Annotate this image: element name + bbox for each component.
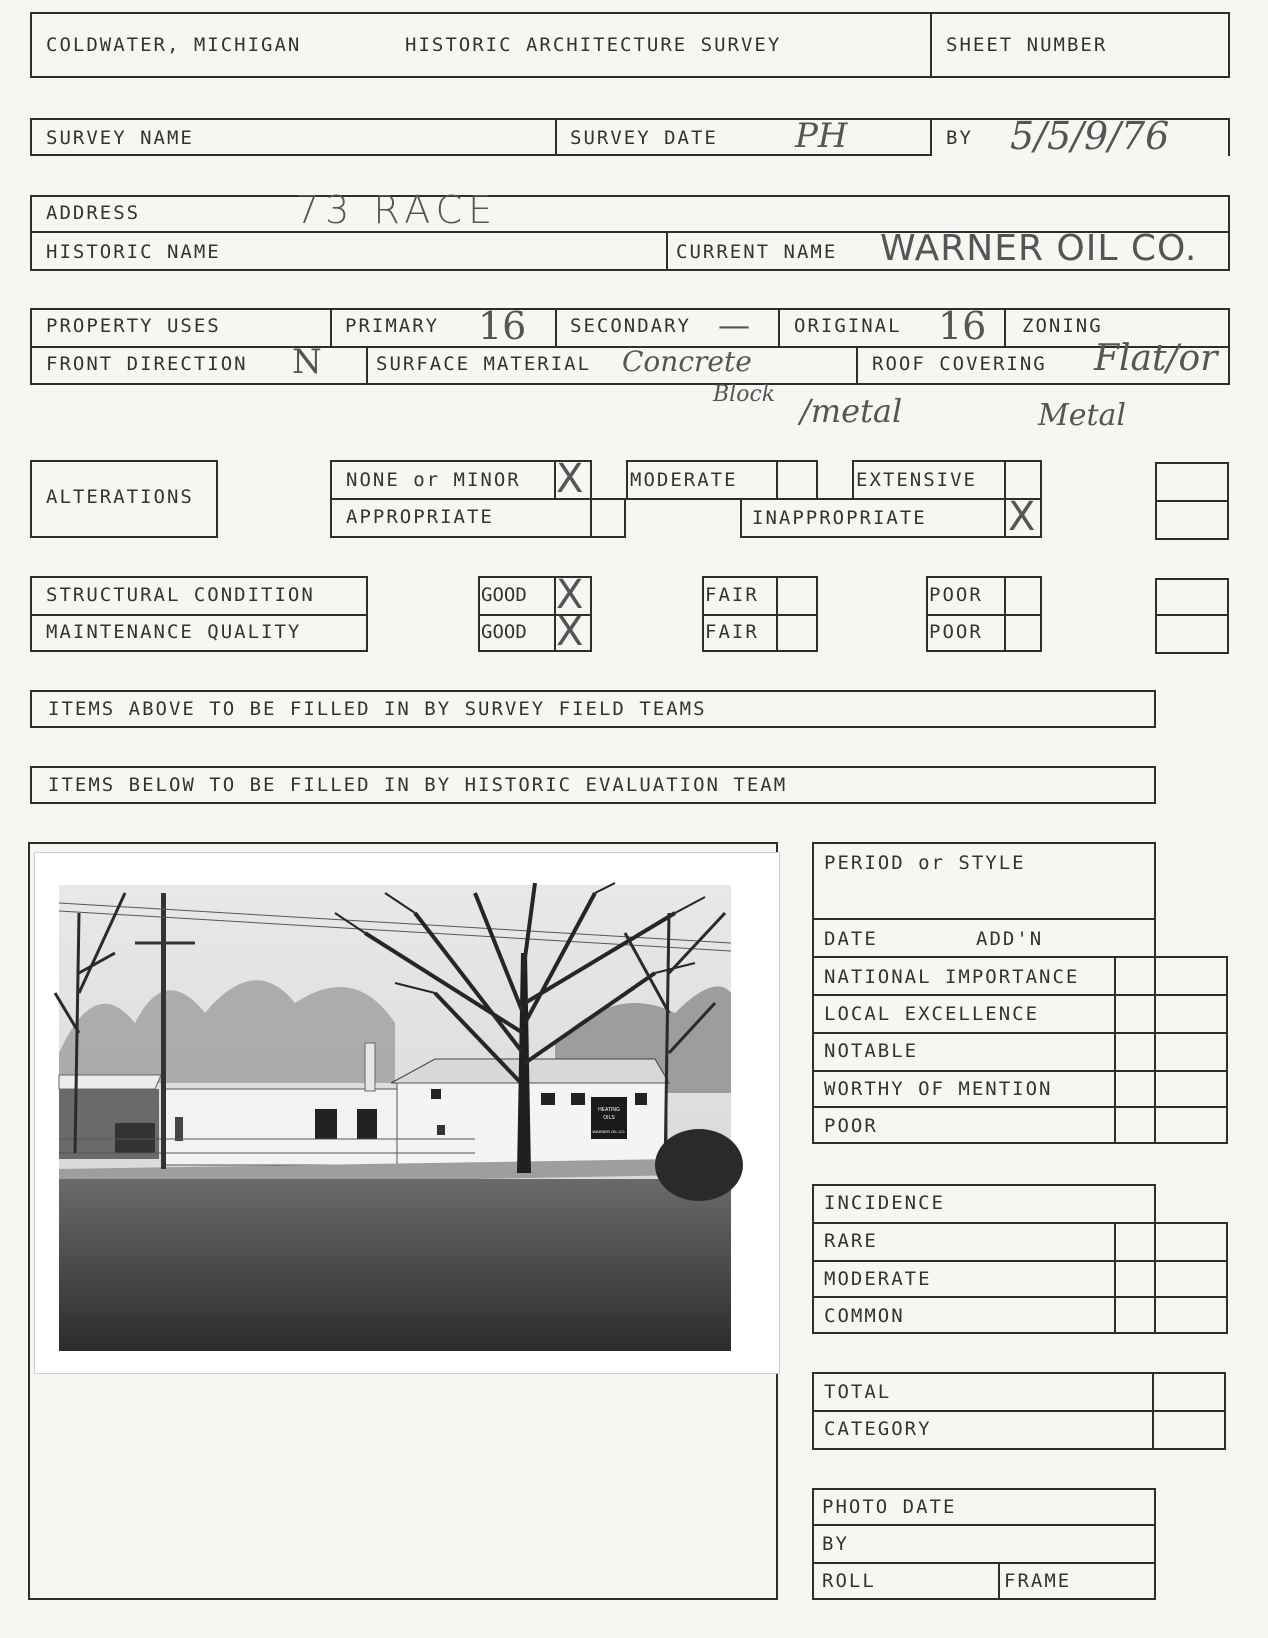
structural-good-check[interactable]: X: [556, 572, 584, 618]
building-photo-image: [35, 853, 779, 1373]
condition-score-box: [1155, 578, 1229, 654]
inc-line-2: [812, 1260, 1226, 1262]
survey-by-label: BY: [946, 127, 973, 149]
property-div-6: [856, 346, 858, 385]
header-divider: [930, 12, 932, 78]
worthy-of-mention-label: WORTHY OF MENTION: [824, 1078, 1053, 1100]
structural-condition-label: STRUCTURAL CONDITION: [46, 584, 315, 606]
notable-label: NOTABLE: [824, 1040, 919, 1062]
maintenance-good-check[interactable]: X: [556, 609, 584, 655]
note-above: ITEMS ABOVE TO BE FILLED IN BY SURVEY FIELD TEAMS: [48, 698, 707, 720]
survey-date-label: SURVEY DATE: [570, 127, 718, 149]
photo-info-line-1: [812, 1524, 1156, 1526]
eval-poor-label: POOR: [824, 1115, 878, 1137]
address-div: [666, 231, 668, 271]
sign-line-1: HEATING: [598, 1107, 620, 1113]
national-importance-label: NATIONAL IMPORTANCE: [824, 966, 1080, 988]
original-label: ORIGINAL: [794, 315, 902, 337]
original-value: 16: [938, 304, 987, 348]
alt-inappropriate-check-div: [1004, 498, 1006, 538]
alt-extensive-label: EXTENSIVE: [856, 469, 977, 491]
note-above-right: [1154, 690, 1156, 728]
primary-value: 16: [478, 304, 527, 348]
photo-info-div: [998, 1562, 1000, 1600]
alt-appropriate-label: APPROPRIATE: [346, 506, 494, 528]
eval-score-div: [1114, 956, 1116, 1144]
maintenance-good-label: GOOD: [481, 621, 527, 643]
survey-div-2: [930, 118, 932, 156]
primary-label: PRIMARY: [345, 315, 440, 337]
property-div-5: [366, 346, 368, 385]
address-value: 73 RACE: [295, 188, 499, 232]
photo-by-label: BY: [822, 1533, 849, 1555]
inc-line-3: [812, 1296, 1226, 1298]
alt-extensive-check-div: [1004, 460, 1006, 500]
survey-right-edge: [1228, 118, 1230, 156]
incidence-label: INCIDENCE: [824, 1192, 945, 1214]
zoning-label: ZONING: [1022, 315, 1103, 337]
secondary-label: SECONDARY: [570, 315, 691, 337]
inc-line-4: [1114, 1332, 1226, 1334]
surface-material-label: SURFACE MATERIAL: [376, 353, 592, 375]
property-div-3: [778, 308, 780, 346]
addn-label: ADD'N: [976, 928, 1044, 950]
alt-inappropriate-label: INAPPROPRIATE: [752, 507, 927, 529]
structural-good-label: GOOD: [481, 584, 527, 606]
current-name-label: CURRENT NAME: [676, 241, 838, 263]
alt-moderate-label: MODERATE: [630, 469, 738, 491]
alt-moderate-check-div: [776, 460, 778, 500]
alterations-label: ALTERATIONS: [46, 486, 194, 508]
inc-line-1: [812, 1222, 1226, 1224]
maintenance-poor-label: POOR: [929, 621, 983, 643]
front-direction-label: FRONT DIRECTION: [46, 353, 248, 375]
poor-check-div: [1004, 576, 1006, 652]
property-div-2: [555, 308, 557, 346]
surface-material-value: Concrete: [622, 345, 752, 378]
alt-none-minor-label: NONE or MINOR: [346, 469, 521, 491]
rare-label: RARE: [824, 1230, 878, 1252]
header-title: HISTORIC ARCHITECTURE SURVEY: [405, 34, 782, 56]
condition-score-mid: [1155, 614, 1229, 616]
current-name-value: WARNER OIL CO.: [880, 228, 1198, 269]
survey-date-value: PH: [795, 116, 848, 156]
fair-mid: [702, 614, 818, 616]
property-div-4: [1004, 308, 1006, 346]
alt-appropriate-check-div: [590, 498, 592, 538]
roof-covering-value-2: Metal: [1038, 398, 1127, 433]
survey-by-value: 5/5/9/76: [1010, 114, 1170, 158]
inc-score-right: [1226, 1222, 1228, 1334]
historic-name-label: HISTORIC NAME: [46, 241, 221, 263]
poor-mid: [926, 614, 1042, 616]
header-city: COLDWATER, MICHIGAN: [46, 34, 302, 56]
alt-none-minor-check[interactable]: X: [556, 456, 584, 502]
period-style-label: PERIOD or STYLE: [824, 852, 1026, 874]
fair-check-div: [776, 576, 778, 652]
alt-score-mid: [1155, 500, 1229, 502]
address-label: ADDRESS: [46, 202, 141, 224]
survey-div-1: [555, 118, 557, 156]
roof-covering-label: ROOF COVERING: [872, 353, 1047, 375]
note-below: ITEMS BELOW TO BE FILLED IN BY HISTORIC EVALUATION TEAM: [48, 774, 788, 796]
front-direction-value: N: [292, 342, 322, 382]
roof-covering-value: Flat/or: [1094, 338, 1218, 379]
maintenance-fair-label: FAIR: [705, 621, 759, 643]
eval-score-right: [1226, 956, 1228, 1144]
sign-line-3: WARNER OIL CO.: [592, 1129, 626, 1134]
surface-material-value-2: Block: [713, 382, 776, 407]
date-label: DATE: [824, 928, 878, 950]
sign-line-2: OILS: [603, 1115, 615, 1121]
local-excellence-label: LOCAL EXCELLENCE: [824, 1003, 1040, 1025]
secondary-value: —: [718, 306, 750, 344]
eval-line-5: [812, 1070, 1226, 1072]
structural-poor-label: POOR: [929, 584, 983, 606]
surface-material-value-3: /metal: [800, 392, 903, 430]
property-div-1: [330, 308, 332, 346]
eval-line-7: [1114, 1142, 1226, 1144]
condition-mid: [30, 614, 368, 616]
alt-inappropriate-check[interactable]: X: [1008, 494, 1036, 540]
structural-fair-label: FAIR: [705, 584, 759, 606]
survey-left-edge: [30, 118, 32, 156]
note-below-right: [1154, 766, 1156, 804]
eval-line-2: [812, 956, 1226, 958]
totals-div: [1152, 1372, 1154, 1450]
maintenance-quality-label: MAINTENANCE QUALITY: [46, 621, 302, 643]
sheet-number-label: SHEET NUMBER: [946, 34, 1108, 56]
totals-mid: [812, 1410, 1226, 1412]
photo-info-line-2: [812, 1562, 1156, 1564]
photo-date-label: PHOTO DATE: [822, 1496, 957, 1518]
property-uses-label: PROPERTY USES: [46, 315, 221, 337]
frame-label: FRAME: [1004, 1570, 1072, 1592]
category-label: CATEGORY: [824, 1418, 932, 1440]
inc-moderate-label: MODERATE: [824, 1268, 932, 1290]
common-label: COMMON: [824, 1305, 905, 1327]
eval-line-3: [812, 994, 1226, 996]
survey-name-label: SURVEY NAME: [46, 127, 194, 149]
eval-line-6: [812, 1106, 1226, 1108]
eval-line-1: [812, 918, 1156, 920]
eval-line-4: [812, 1032, 1226, 1034]
building-photo: [34, 852, 780, 1374]
inc-score-div: [1114, 1222, 1116, 1334]
total-label: TOTAL: [824, 1381, 892, 1403]
roll-label: ROLL: [822, 1570, 876, 1592]
